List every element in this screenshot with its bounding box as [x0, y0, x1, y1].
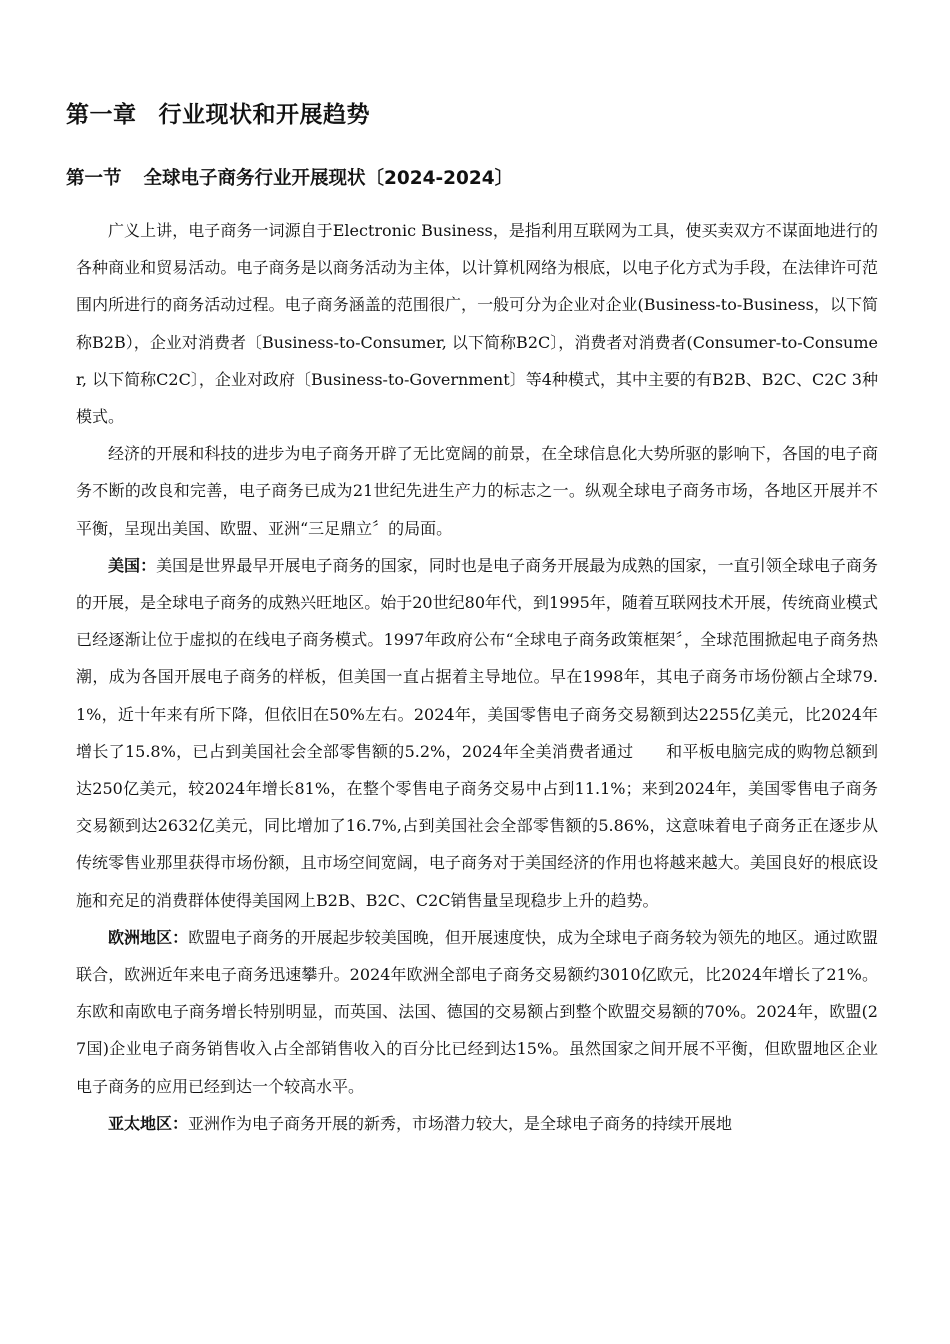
paragraph-usa	[76, 547, 878, 919]
chapter-number: 第一章	[66, 102, 137, 128]
section-heading	[66, 164, 513, 190]
paragraph-text: 欧盟电子商务的开展起步较美国晚，但开展速度快，成为全球电子商务较为领先的地区。通过欧盟联合，欧洲近年来电子商务迅速攀升。2024年欧洲全部电子商务交易额约3010亿欧元，比2024年增长了21%。东欧和南欧电子商务增长特别明显，而英国、法国、德国的交易额占到整个欧盟交易额的70%。2024年，欧盟(27国)企业电子商务销售收入占全部销售收入的百分比已经到达15%。虽然国家之间开展不平衡，但欧盟地区企业电子商务的应用已经到达一个较高水平。	[76, 927, 878, 1096]
body-text	[76, 212, 878, 1142]
chapter-heading	[66, 96, 370, 129]
paragraph-definition	[76, 212, 878, 435]
paragraph-text: 广义上讲，电子商务一词源自于Electronic Business，是指利用互联网为工具，使买卖双方不谋面地进行的各种商业和贸易活动。电子商务是以商务活动为主体，以计算机网络为根底，以电子化方式为手段，在法律许可范围内所进行的商务活动过程。电子商务涵盖的范围很广，一般可分为企业对企业(Business-to-Business，以下简称B2B），企业对消费者〔Business-to-Consumer, 以下简称B2C〕，消费者对消费者(Consumer-to-Consumer, 以下简称C2C〕，企业对政府〔Business-to-Government〕等4种模式，其中主要的有B2B、B2C、C2C 3种模式。	[76, 221, 878, 427]
paragraph-text: 美国是世界最早开展电子商务的国家，同时也是电子商务开展最为成熟的国家，一直引领全球电子商务的开展，是全球电子商务的成熟兴旺地区。始于20世纪80年代，到1995年，随着互联网技术开展，传统商业模式已经逐渐让位于虚拟的在线电子商务模式。1997年政府公布“全球电子商务政策框架〞，全球范围掀起电子商务热潮，成为各国开展电子商务的样板，但美国一直占据着主导地位。早在1998年，其电子商务市场份额占全球79.1%，近十年来有所下降，但依旧在50%左右。2024年，美国零售电子商务交易额到达2255亿美元，比2024年增长了15.8%，已占到美国社会全部零售额的5.2%，2024年全美消费者通过 和平板电脑完成的购物总额到达250亿美元，较2024年增长81%，在整个零售电子商务交易中占到11.1%；来到2024年，美国零售电子商务交易额到达2632亿美元，同比增加了16.7%,占到美国社会全部零售额的5.86%，这意味着电子商务正在逐步从传统零售业那里获得市场份额，且市场空间宽阔，电子商务对于美国经济的作用也将越来越大。美国良好的根底设施和充足的消费群体使得美国网上B2B、B2C、C2C销售量呈现稳步上升的趋势。	[76, 555, 878, 910]
paragraph-overview	[76, 435, 878, 547]
paragraph-asia-pacific	[76, 1105, 878, 1142]
paragraph-text: 亚洲作为电子商务开展的新秀，市场潜力较大，是全球电子商务的持续开展地	[188, 1113, 733, 1133]
paragraph-lead: 亚太地区：	[108, 1113, 189, 1133]
chapter-title: 行业现状和开展趋势	[158, 102, 370, 128]
paragraph-text: 经济的开展和科技的进步为电子商务开辟了无比宽阔的前景，在全球信息化大势所驱的影响下，各国的电子商务不断的改良和完善，电子商务已成为21世纪先进生产力的标志之一。纵观全球电子商务市场，各地区开展并不平衡，呈现出美国、欧盟、亚洲“三足鼎立〞的局面。	[76, 444, 878, 538]
paragraph-lead: 欧洲地区：	[108, 927, 189, 947]
paragraph-lead: 美国：	[108, 555, 157, 575]
section-title: 全球电子商务行业开展现状〔2024-2024〕	[143, 168, 514, 189]
paragraph-europe	[76, 919, 878, 1105]
section-number: 第一节	[66, 168, 122, 189]
